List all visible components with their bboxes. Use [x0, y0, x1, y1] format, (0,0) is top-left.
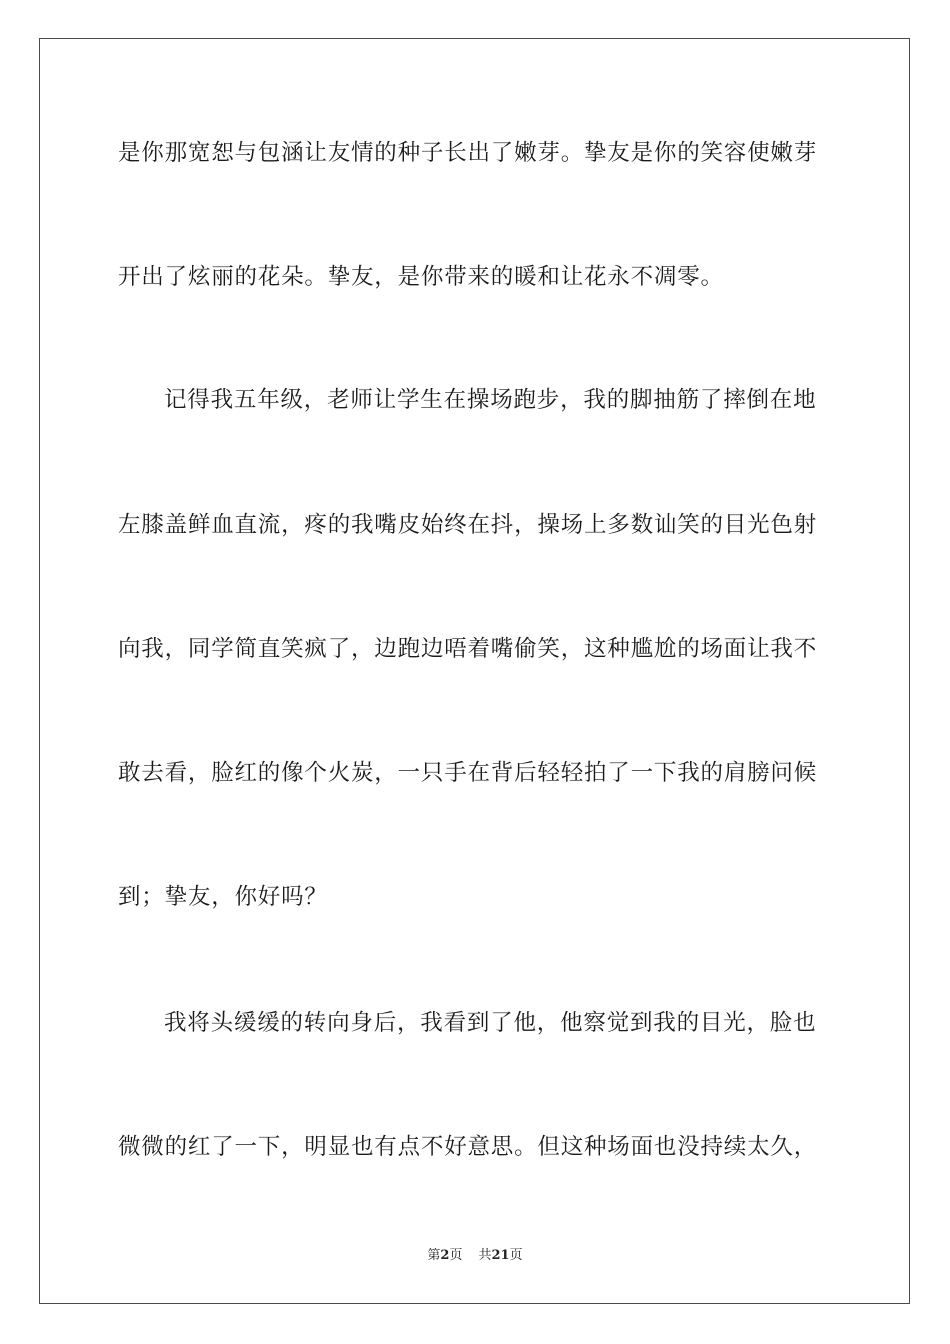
- total-pages: 21: [491, 1248, 510, 1263]
- body-text-line: 微微的红了一下，明显也有点不好意思。但这种场面也没持续太久，: [118, 1134, 818, 1160]
- total-suffix: 页: [509, 1248, 523, 1263]
- page-number: 2: [440, 1248, 450, 1263]
- body-text-line: 到；挚友，你好吗？: [118, 884, 328, 910]
- total-prefix: 共: [478, 1248, 492, 1263]
- paragraph-first-line: 记得我五年级，老师让学生在操场跑步，我的脚抽筋了摔倒在地: [164, 387, 817, 413]
- page-prefix: 第: [427, 1248, 441, 1263]
- body-text-line: 开出了炫丽的花朵。挚友，是你带来的暖和让花永不凋零。: [118, 264, 724, 290]
- paragraph-first-line: 我将头缓缓的转向身后，我看到了他，他察觉到我的目光，脸也: [164, 1010, 817, 1036]
- page-footer: [0, 1247, 950, 1265]
- page-suffix: 页: [449, 1248, 463, 1263]
- body-text-line: 左膝盖鲜血直流，疼的我嘴皮始终在抖，操场上多数讪笑的目光色射: [118, 512, 818, 538]
- body-text-line: 敢去看，脸红的像个火炭，一只手在背后轻轻拍了一下我的肩膀问候: [118, 760, 818, 786]
- page-border: [39, 38, 910, 1304]
- body-text-line: 向我，同学简直笑疯了，边跑边唔着嘴偷笑，这种尴尬的场面让我不: [118, 636, 818, 662]
- body-text-line: 是你那宽恕与包涵让友情的种子长出了嫩芽。挚友是你的笑容使嫩芽: [118, 140, 818, 166]
